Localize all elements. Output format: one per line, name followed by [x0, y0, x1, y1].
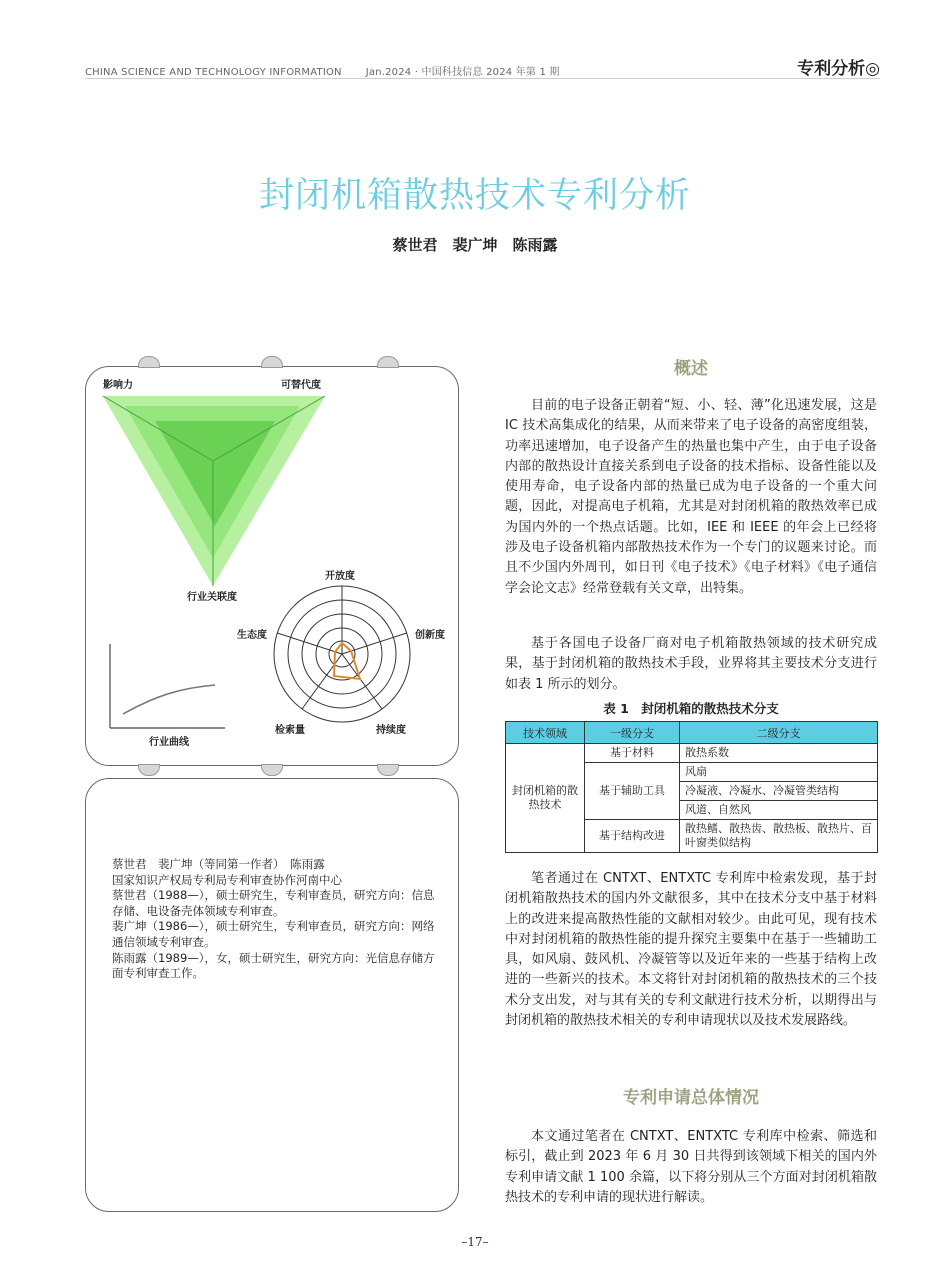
section-label: 专利分析◎: [797, 59, 880, 79]
paragraph-4: 本文通过笔者在 CNTXT、ENTXTC 专利库中检索、筛选和标引，截止到 2023 年 6 月 30 日共得到该领域下相关的国内外专利申请文献 1 100 余篇，以下将分别从三个方面对封闭机箱散热技术的专利申请的现状进行解读。: [505, 1129, 877, 1205]
table-cell: 风道、自然风: [680, 801, 878, 820]
page-number: –17–: [461, 1235, 489, 1249]
table-cell: 散热系数: [680, 744, 878, 763]
industry-curve: [123, 685, 215, 714]
article-title: 封闭机箱散热技术专利分析: [258, 176, 691, 216]
table-cell: 基于辅助工具: [585, 763, 680, 820]
bio-line: 裴广坤（1986—），硕士研究生，专利审查员，研究方向：网络通信领域专利审查。: [112, 919, 435, 949]
author-bio-card: [85, 778, 459, 1212]
table-cell-field: 封闭机箱的散热技术: [506, 744, 585, 853]
label-openness: 开放度: [325, 571, 355, 582]
label-industry-curve: 行业曲线: [149, 737, 189, 748]
paragraph-3: 笔者通过在 CNTXT、ENTXTC 专利库中检索发现，基于封闭机箱散热技术的国内外文献很多，其中在技术分支中基于材料上的改进来提高散热性能的文献相对较少。由此可见，现有技术中对封闭机箱的散热性能的提升探究主要集中在基于一些辅助工具，如风扇、鼓风机、冷凝管等以及近年来的一些基于结构上改进的一些新兴的技术。本文将针对封闭机箱的散热技术的三个技术分支出发，对与其有关的专利文献进行技术分析，以期得出与封闭机箱的散热技术相关的专利申请现状以及技术发展路线。: [505, 871, 877, 1029]
section-title-overview: 概述: [674, 359, 708, 379]
bio-line: 陈雨露（1989—），女，硕士研究生，研究方向：光信息存储方面专利审查工作。: [112, 950, 435, 981]
table-cell: 基于材料: [585, 744, 680, 763]
card-knob: [261, 764, 283, 776]
article-authors: 蔡世君 裴广坤 陈雨露: [392, 236, 558, 254]
author-bio: [112, 857, 442, 982]
paragraph-1: 目前的电子设备正朝着“短、小、轻、薄”化迅速发展，这是 IC 技术高集成化的结果，从而来带来了电子设备的高密度组装，功率迅速增加，电子设备产生的热量也集中产生，由于电子设备内部的散热设计直接关系到电子设备的技术指标、设备性能以及使用寿命，电子设备内部的热量已成为电子设备的一个重大问题，因此，对提高电子机箱，尤其是对封闭机箱的散热效率已成为国内外的一个热点话题。比如，IEE 和 IEEE 的年会上已经将涉及电子设备机箱内部散热技术作为一个专门的议题来讨论。而且不少国内外周刊，如日刊《电子技术》《电子材料》《电子通信学会论文志》经常登载有关文章，出特集。: [505, 398, 877, 596]
radar-chart: [274, 586, 410, 722]
label-substitutability: 可替代度: [281, 380, 321, 391]
table-header: 二级分支: [680, 722, 878, 744]
table-header-row: [506, 722, 878, 744]
evaluation-figure: [85, 366, 457, 764]
section-title-overall: 专利申请总体情况: [623, 1088, 759, 1108]
bio-line: 蔡世君 裴广坤（等同第一作者） 陈雨露: [112, 857, 325, 871]
label-industry-relevance: 行业关联度: [187, 592, 237, 603]
label-innovation: 创新度: [415, 630, 445, 641]
header-rule: [85, 78, 880, 79]
journal-name-en: CHINA SCIENCE AND TECHNOLOGY INFORMATION: [85, 67, 342, 78]
journal-header: [85, 63, 560, 78]
table-cell: 风扇: [680, 763, 878, 782]
issue-info: Jan.2024 · 中国科技信息 2024 年第 1 期: [365, 67, 560, 78]
card-knob: [377, 764, 399, 776]
card-knob: [138, 764, 160, 776]
table-cell: 散热鳍、散热齿、散热板、散热片、百叶窗类似结构: [680, 820, 878, 853]
label-ecology: 生态度: [237, 630, 267, 641]
label-search-volume: 检索量: [275, 725, 305, 736]
table-header: 一级分支: [585, 722, 680, 744]
table-row: [506, 744, 878, 763]
label-sustainability: 持续度: [376, 725, 406, 736]
table-cell: 冷凝液、冷凝水、冷凝管类结构: [680, 782, 878, 801]
bio-line: 国家知识产权局专利局专利审查协作河南中心: [112, 872, 342, 887]
bio-line: 蔡世君（1988—），硕士研究生，专利审查员，研究方向：信息存储、电设备壳体领域专利审查。: [112, 888, 435, 918]
table-cell: 基于结构改进: [585, 820, 680, 853]
paragraph-2: 基于各国电子设备厂商对电子机箱散热领域的技术研究成果，基于封闭机箱的散热技术手段，业界将其主要技术分支进行如表 1 所示的划分。: [505, 636, 877, 692]
table-header: 技术领域: [506, 722, 585, 744]
branch-table: [505, 721, 878, 853]
label-influence: 影响力: [103, 380, 133, 391]
table-caption: 表 1 封闭机箱的散热技术分支: [603, 701, 779, 716]
